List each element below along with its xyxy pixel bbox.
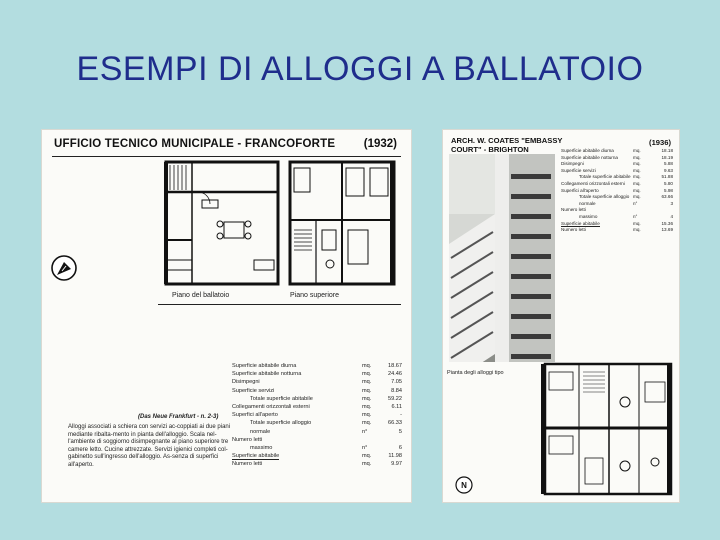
table-row-value: 11.98 xyxy=(388,453,402,460)
table-row xyxy=(232,428,402,436)
table-row-label: Superficie abitabile xyxy=(561,220,600,226)
header-rule xyxy=(52,156,401,157)
table-row xyxy=(232,395,402,403)
table-row-value: 8.84 xyxy=(391,387,402,394)
table-row-unit: mq. xyxy=(633,227,641,233)
upper-floor-label: Piano superiore xyxy=(290,292,340,299)
brighton-plans-label: Pianta degli alloggi tipo xyxy=(447,370,504,376)
table-row-unit: mq. xyxy=(362,379,372,386)
table-row xyxy=(232,460,402,468)
table-row-label: Disimpegni xyxy=(232,379,260,386)
table-row-label: Totale superficie alloggio xyxy=(250,420,312,427)
table-row-label: Collegamenti orizzontali esterni xyxy=(561,180,625,186)
brighton-year: (1936) xyxy=(649,138,671,147)
table-row-label: Numero letti xyxy=(561,227,586,233)
table-row-label: Numero letti xyxy=(232,436,263,443)
table-row-value: 63.66 xyxy=(661,194,673,200)
table-row-value: 51.88 xyxy=(661,174,673,180)
table-row-value: 5.80 xyxy=(664,180,673,186)
table-row-label: Totale superficie abitabile xyxy=(250,395,313,402)
table-row-label: massimo xyxy=(250,445,273,452)
table-row xyxy=(561,188,673,195)
table-row-value: 7.05 xyxy=(391,379,402,386)
upper-floor-plan xyxy=(286,160,398,290)
table-row-unit xyxy=(633,207,649,214)
section-rule xyxy=(158,304,401,305)
table-row xyxy=(561,174,673,181)
table-row-value: 9.97 xyxy=(391,461,402,468)
table-row-unit: mq. xyxy=(362,453,372,460)
table-row-unit: mq. xyxy=(633,167,641,173)
table-row-label: Superficie servizi xyxy=(232,387,275,394)
table-row-unit: n° xyxy=(633,213,638,219)
table-row xyxy=(232,378,402,386)
frankfurt-page xyxy=(42,130,411,502)
table-row-unit: mq. xyxy=(362,387,372,394)
table-row-value: 3 xyxy=(670,200,673,206)
table-row-label: Totale superficie alloggio xyxy=(579,194,630,200)
table-row-label: Superfici all'aperto xyxy=(561,187,599,193)
table-row xyxy=(561,194,673,201)
table-row-value: 4 xyxy=(670,213,673,219)
table-row xyxy=(232,419,402,427)
north-arrow-icon xyxy=(50,254,78,282)
table-row-unit: n° xyxy=(633,200,638,206)
frankfurt-source: (Das Neue Frankfurt - n. 2-3) xyxy=(138,414,219,420)
slide-title: ESEMPI DI ALLOGGI A BALLATOIO xyxy=(76,50,644,88)
table-row xyxy=(232,362,402,370)
table-row-unit: mq. xyxy=(633,174,641,180)
table-row-label: Superfici all'aperto xyxy=(232,412,278,419)
table-row-label: normale xyxy=(250,428,271,435)
table-row-value: 5.88 xyxy=(664,161,673,167)
table-row-label: Superficie abitabile notturna xyxy=(561,154,618,160)
table-row xyxy=(232,387,402,395)
table-row-value: 13.69 xyxy=(661,227,673,233)
frankfurt-year: (1932) xyxy=(363,138,397,150)
table-row-unit: mq. xyxy=(362,412,372,419)
table-row-label: Disimpegni xyxy=(561,161,584,167)
table-row-unit: mq. xyxy=(362,420,372,427)
table-row xyxy=(561,168,673,175)
table-row-value: 5.98 xyxy=(664,187,673,193)
table-row xyxy=(561,161,673,168)
table-row-label: massimo xyxy=(579,213,598,219)
table-row xyxy=(561,148,673,155)
table-row-unit: mq. xyxy=(362,461,372,468)
table-row xyxy=(561,207,673,214)
table-row-label: Superficie abitabile notturna xyxy=(232,371,302,378)
table-row-unit: mq. xyxy=(633,194,641,200)
ground-floor-plan xyxy=(162,160,282,290)
table-row-label: Superficie abitabile diurna xyxy=(561,148,614,153)
table-row-value: - xyxy=(400,412,402,419)
table-row xyxy=(232,436,402,444)
table-row-value: 9.63 xyxy=(664,167,673,173)
table-row-unit: mq. xyxy=(362,404,372,411)
table-row-value: 59.22 xyxy=(388,395,402,402)
table-row-label: Superficie servizi xyxy=(561,167,596,173)
table-row xyxy=(232,444,402,452)
table-row-unit: mq. xyxy=(633,180,641,186)
table-row-unit: mq. xyxy=(633,148,641,153)
svg-text:N: N xyxy=(461,481,467,490)
table-row-unit: mq. xyxy=(362,371,372,378)
brighton-plans xyxy=(443,362,679,502)
brighton-area-table xyxy=(561,148,673,234)
table-row xyxy=(232,411,402,419)
table-row-label: normale xyxy=(579,200,596,206)
table-row xyxy=(561,201,673,208)
table-row-value xyxy=(378,436,402,444)
frankfurt-area-table xyxy=(232,362,402,469)
table-row-label: Totale superficie abitabile xyxy=(579,174,631,180)
table-row-value: 66.33 xyxy=(388,420,402,427)
table-row xyxy=(232,452,402,460)
table-row-unit: mq. xyxy=(633,154,641,160)
table-row-unit: n° xyxy=(362,428,368,435)
table-row xyxy=(232,403,402,411)
table-row xyxy=(561,214,673,221)
table-row-label: Superficie abitabile xyxy=(232,453,280,460)
table-row-value: 18.18 xyxy=(661,148,673,153)
north-arrow-icon-right xyxy=(455,476,473,494)
table-row-value: 18.67 xyxy=(388,363,402,369)
table-row-value: 6.11 xyxy=(391,404,402,411)
frankfurt-header: UFFICIO TECNICO MUNICIPALE - FRANCOFORTE xyxy=(54,138,336,150)
table-row-label: Superficie abitabile diurna xyxy=(232,363,297,369)
table-row-unit: mq. xyxy=(633,161,641,167)
table-row-label: Collegamenti orizzontali esterni xyxy=(232,404,310,411)
table-row xyxy=(561,227,673,234)
table-row xyxy=(232,370,402,378)
table-row-value: 18.19 xyxy=(661,154,673,160)
table-row-unit: n° xyxy=(362,445,368,452)
frankfurt-description: Alloggi associati a schiera con servizi ac-coppiati ai due piani mediante ribalta-mento in pianta dell'alloggio. Scala nel-l'ambiente di soggiorno disimpegnante al piano superiore tre camere letto. Cucine attrezzate. Servizi igienici completi col-gabinetto sull'ingresso dell'alloggio. As-senza di superfici all'aperto. xyxy=(68,424,231,468)
table-row-value: 5 xyxy=(398,428,402,435)
brighton-header: ARCH. W. COATES "EMBASSY COURT" - BRIGHTON xyxy=(451,136,591,154)
table-row-label: Numero letti xyxy=(561,207,586,213)
table-row xyxy=(561,155,673,162)
table-row-unit: mq. xyxy=(362,395,372,402)
table-row-value xyxy=(649,207,673,214)
table-row-unit: mq. xyxy=(633,220,641,226)
table-row xyxy=(561,181,673,188)
table-row-unit: mq. xyxy=(633,187,641,193)
ground-floor-label: Piano del ballatoio xyxy=(172,292,230,299)
table-row-label: Numero letti xyxy=(232,461,263,468)
table-row-unit xyxy=(362,436,378,444)
table-row-value: 15.36 xyxy=(661,220,673,226)
table-row-unit: mq. xyxy=(362,363,372,369)
table-row-value: 6 xyxy=(398,445,402,452)
table-row xyxy=(561,221,673,228)
table-row-value: 24.46 xyxy=(388,371,402,378)
